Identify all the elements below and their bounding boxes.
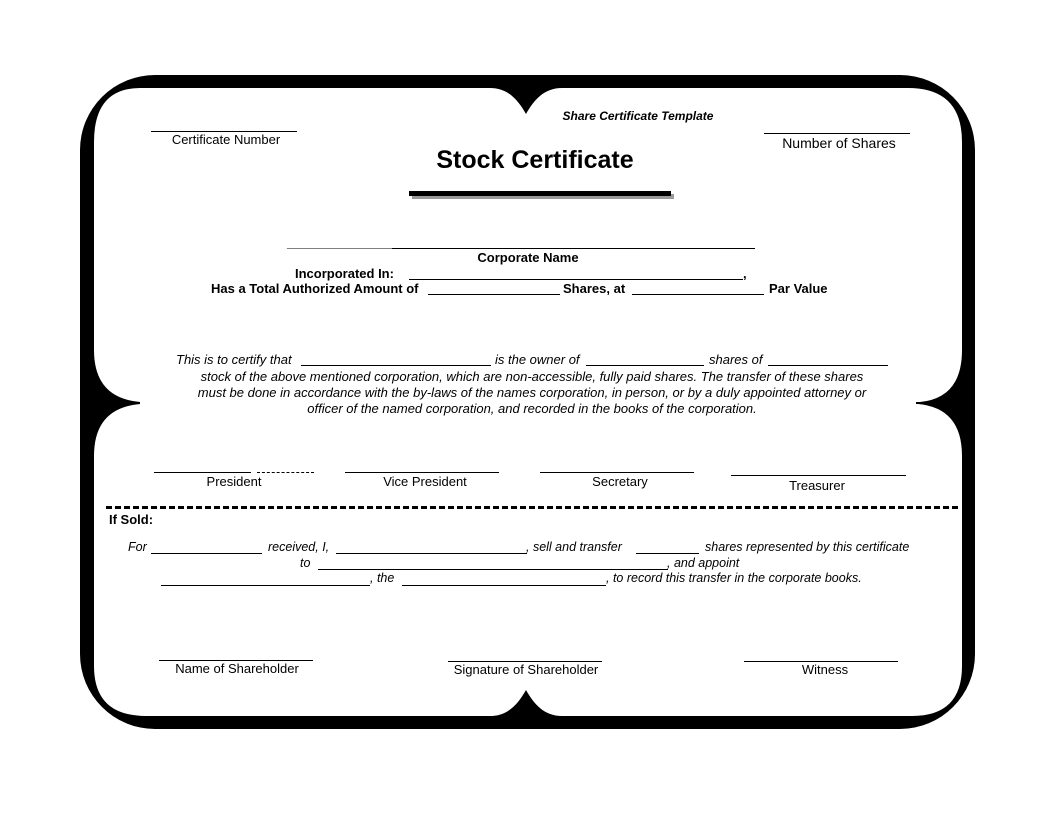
sold-attorney-line[interactable] (161, 585, 370, 586)
president-label: President (206, 474, 262, 489)
owner-name-line[interactable] (301, 365, 491, 366)
incorporated-label: Incorporated In: (295, 266, 394, 281)
treasurer-label: Treasurer (789, 478, 845, 493)
title-underline-bar (409, 191, 671, 196)
sold-to: to (300, 556, 311, 570)
sold-attorney-title-line[interactable] (402, 585, 606, 586)
sold-seller-name-line[interactable] (336, 553, 527, 554)
secretary-label: Secretary (592, 474, 648, 489)
sold-for: For (128, 540, 147, 554)
authorized-amount-line[interactable] (428, 294, 560, 295)
section-divider (106, 506, 958, 509)
corporate-name-label: Corporate Name (477, 250, 579, 265)
share-count-line[interactable] (586, 365, 704, 366)
sold-the: , the (370, 571, 395, 585)
treasurer-signature-line[interactable] (731, 475, 906, 476)
president-date-line[interactable] (257, 472, 314, 473)
sold-buyer-name-line[interactable] (318, 569, 668, 570)
sold-shares-represented: shares represented by this certificate (705, 540, 910, 554)
certify-shares-of: shares of (709, 352, 763, 367)
certify-line-4: officer of the named corporation, and recorded in the books of the corporation. (307, 401, 757, 416)
vice-president-label: Vice President (383, 474, 467, 489)
if-sold-label: If Sold: (109, 512, 154, 527)
certificate-number-label: Certificate Number (171, 132, 281, 147)
incorporated-line[interactable] (409, 279, 743, 280)
certify-owner-of: is the owner of (495, 352, 580, 367)
name-of-shareholder-label: Name of Shareholder (175, 661, 299, 676)
incorporated-comma: , (743, 266, 747, 281)
sold-record-transfer: , to record this transfer in the corporate books. (606, 571, 862, 585)
sold-received-i: received, I, (268, 540, 330, 554)
template-title: Share Certificate Template (562, 109, 714, 123)
sold-consideration-line[interactable] (151, 553, 262, 554)
sold-sell-transfer: , sell and transfer (526, 540, 622, 554)
authorized-amount-label: Has a Total Authorized Amount of (211, 281, 419, 296)
vice-president-signature-line[interactable] (345, 472, 499, 473)
number-of-shares-line[interactable] (764, 133, 910, 134)
par-value-line[interactable] (632, 294, 764, 295)
corporate-name-dash-prefix: _______________ (287, 235, 396, 250)
witness-label: Witness (801, 662, 849, 677)
certify-line-2: stock of the above mentioned corporation, which are non-accessible, fully paid shares. The transfer of these shares (200, 369, 864, 384)
par-value-label: Par Value (769, 281, 828, 296)
sold-share-count-line[interactable] (636, 553, 699, 554)
certify-intro: This is to certify that (176, 352, 292, 367)
sold-and-appoint: , and appoint (667, 556, 740, 570)
page-title: Stock Certificate (436, 146, 634, 174)
certify-line-3: must be done in accordance with the by-laws of the names corporation, in person, or by a duly appointed attorney or (197, 385, 867, 400)
number-of-shares-label: Number of Shares (782, 135, 896, 151)
corporate-name-line[interactable] (392, 248, 755, 249)
president-signature-line[interactable] (154, 472, 251, 473)
signature-of-shareholder-label: Signature of Shareholder (453, 662, 599, 677)
share-class-line[interactable] (768, 365, 888, 366)
shares-at-label: Shares, at (563, 281, 626, 296)
secretary-signature-line[interactable] (540, 472, 694, 473)
